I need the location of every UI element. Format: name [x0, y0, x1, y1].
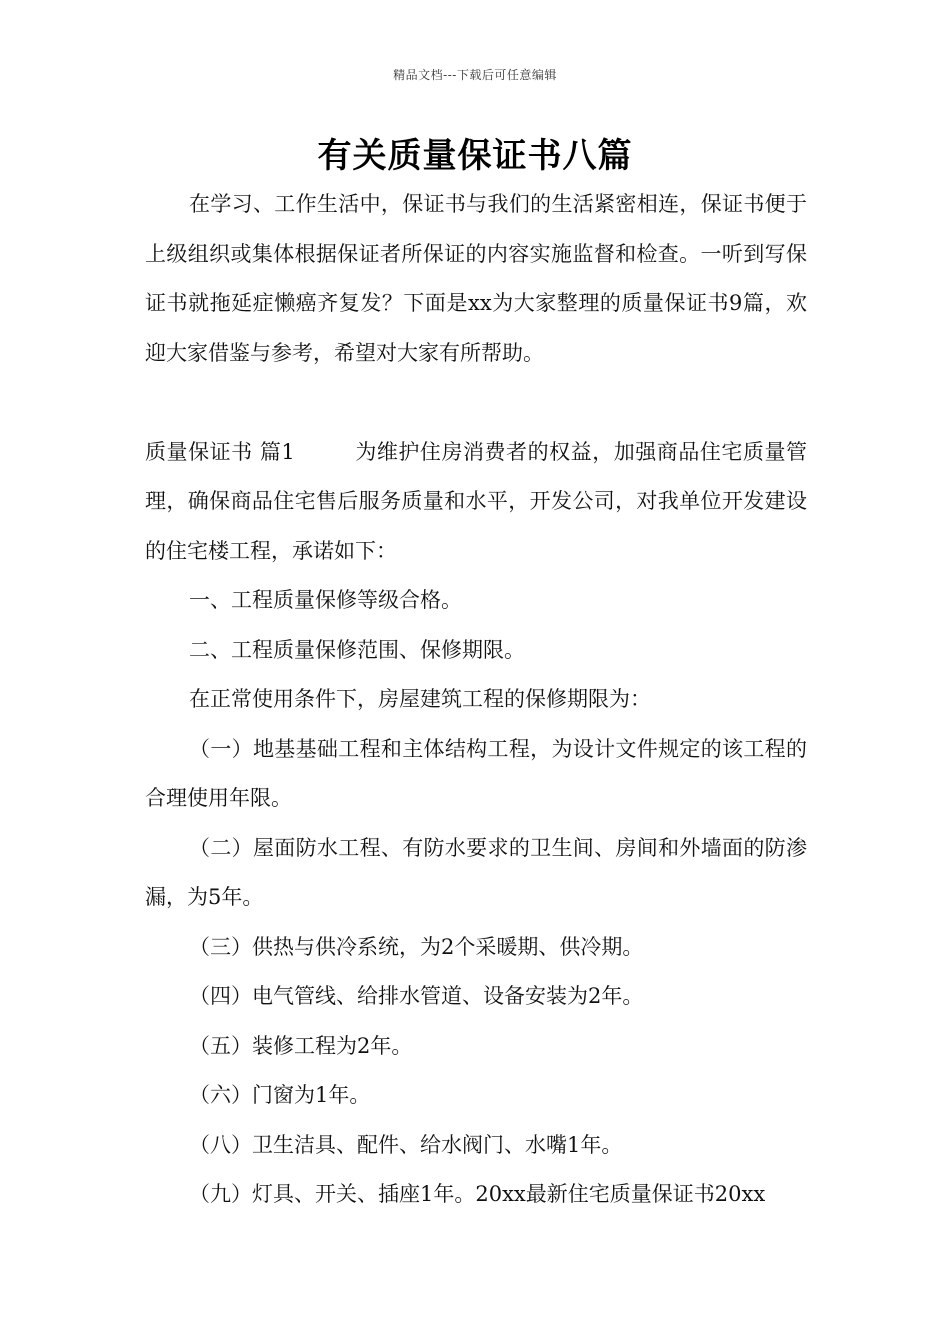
document-body	[145, 180, 807, 1220]
list-item: （一）地基基础工程和主体结构工程，为设计文件规定的该工程的合理使用年限。	[145, 736, 807, 810]
list-item: 二、工程质量保修范围、保修期限。	[189, 637, 525, 662]
intro-paragraph: 在学习、工作生活中，保证书与我们的生活紧密相连，保证书便于上级组织或集体根据保证者所保证的内容实施监督和检查。一听到写保证书就拖延症懒癌齐复发？下面是xx为大家整理的质量保证书9篇，欢迎大家借鉴与参考，希望对大家有所帮助。	[145, 192, 807, 365]
list-item: （三）供热与供冷系统，为2个采暖期、供冷期。	[189, 934, 644, 959]
section-heading: 质量保证书 篇1	[145, 439, 295, 464]
list-item: （四）电气管线、给排水管道、设备安装为2年。	[189, 984, 644, 1008]
header-note: 精品文档---下载后可任意编辑	[393, 68, 557, 82]
list-item: 一、工程质量保修等级合格。	[189, 588, 462, 612]
list-item: （二）屋面防水工程、有防水要求的卫生间、房间和外墙面的防渗漏，为5年。	[145, 835, 807, 909]
paragraph-spacer	[145, 378, 807, 428]
document-title: 有关质量保证书八篇	[317, 136, 633, 176]
section-lead: 为维护住房消费者的权益，加强商品住宅质量管理，确保商品住宅售后服务质量和水平，开发公司，对我单位开发建设的住宅楼工程，承诺如下：	[145, 439, 807, 563]
list-item: （九）灯具、开关、插座1年。20xx最新住宅质量保证书20xx	[189, 1182, 766, 1206]
list-item: （五）装修工程为2年。	[189, 1033, 413, 1058]
list-item: （六）门窗为1年。	[189, 1083, 371, 1107]
list-item: （八）卫生洁具、配件、给水阀门、水嘴1年。	[189, 1132, 623, 1157]
list-item: 在正常使用条件下，房屋建筑工程的保修期限为：	[189, 687, 651, 711]
section-paragraph	[145, 428, 807, 577]
